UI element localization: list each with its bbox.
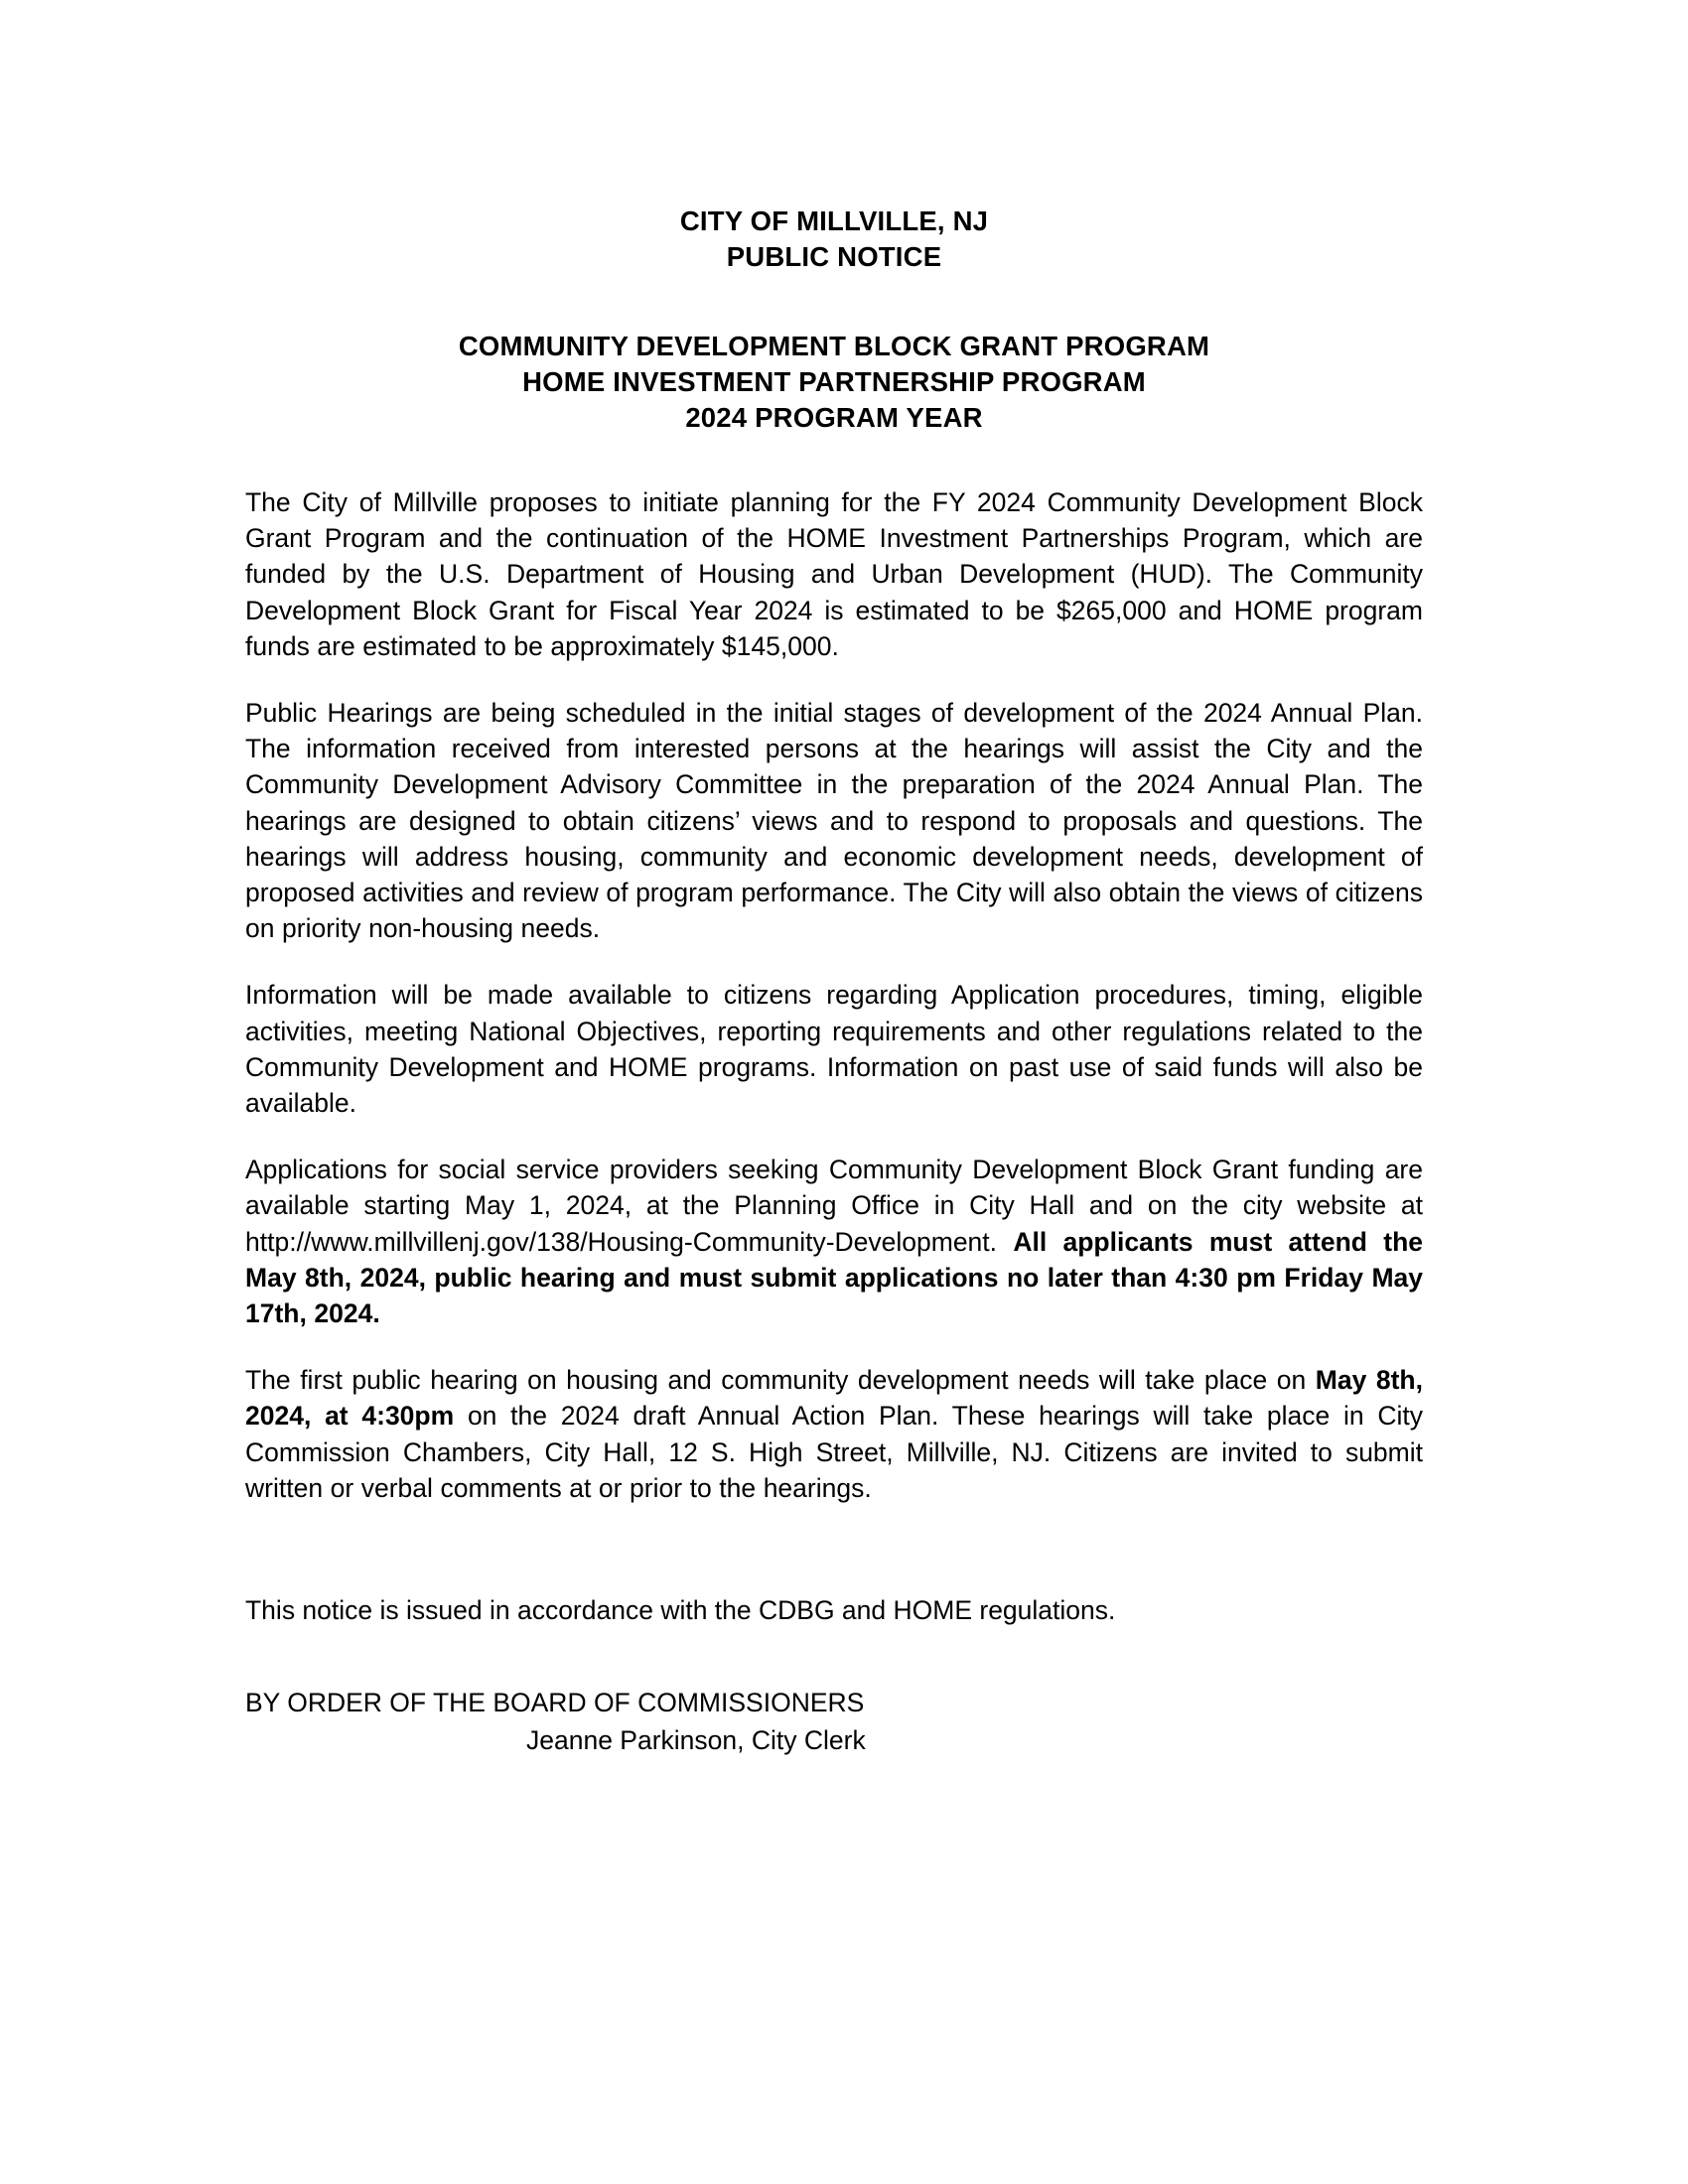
subtitle-line-program-year: 2024 PROGRAM YEAR [685, 402, 983, 433]
document-title-block [245, 204, 1423, 275]
paragraph-funding-overview: The City of Millville proposes to initiate planning for the FY 2024 Community Development Block Grant Program and the continuation of the HOME Investment Partnerships Program, which are funded by the U.S. Department of Housing and Urban Development (HUD). The Community Development Block Grant for Fiscal Year 2024 is estimated to be $265,000 and HOME program funds are estimated to be approximately $145,000. [245, 487, 1423, 661]
first-hearing-text-before: The first public hearing on housing and community development needs will take place on [245, 1365, 1316, 1396]
applications-bold-requirement: All applicants must attend the May 8th, 2024, public hearing and must submit applications no later than 4:30 pm Friday May 17th, 2024. [245, 1226, 1423, 1329]
program-subtitle-block [245, 329, 1423, 436]
paragraph-regulations-notice: This notice is issued in accordance with the CDBG and HOME regulations. [245, 1595, 1116, 1626]
paragraph-information-availability: Information will be made available to citizens regarding Application procedures, timing, eligible activities, meeting National Objectives, reporting requirements and other regulations related to the Community Development and HOME programs. Information on past use of said funds will also be available. [245, 980, 1423, 1119]
paragraph-first-hearing [245, 1362, 1423, 1506]
subtitle-line-home: HOME INVESTMENT PARTNERSHIP PROGRAM [522, 366, 1146, 397]
document-content [245, 204, 1423, 1759]
document-body [245, 484, 1423, 1759]
spacer-before-signature [245, 1628, 1423, 1684]
signature-clerk-line: Jeanne Parkinson, City Clerk [526, 1725, 866, 1756]
signature-block [245, 1684, 1423, 1759]
subtitle-line-cdbg: COMMUNITY DEVELOPMENT BLOCK GRANT PROGRAM [458, 331, 1210, 361]
spacer-before-closing [245, 1537, 1423, 1592]
first-hearing-datetime: May 8th, 2024, at 4:30pm [245, 1365, 1423, 1432]
first-hearing-text-after: on the 2024 draft Annual Action Plan. These hearings will take place in City Commission Chambers, City Hall, 12 S. High Street, Millville, NJ. Citizens are invited to submit written or verbal comments at or prior to the hearings. [245, 1401, 1424, 1503]
applications-normal-text: Applications for social service providers seeking Community Development Block Grant funding are available starting May 1, 2024, at the Planning Office in City Hall and on the city website at http://www.millvillenj.gov/138/Housing-Community-Development. [245, 1155, 1423, 1257]
paragraph-public-hearings: Public Hearings are being scheduled in the initial stages of development of the 2024 Annual Plan. The information received from interested persons at the hearings will assist the City and the Community Development Advisory Committee in the preparation of the 2024 Annual Plan. The hearings are designed to obtain citizens’ views and to respond to proposals and questions. The hearings will address housing, community and economic development needs, development of proposed activities and review of program performance. The City will also obtain the views of citizens on priority non-housing needs. [245, 698, 1423, 944]
signature-order-line: BY ORDER OF THE BOARD OF COMMISSIONERS [245, 1688, 865, 1718]
title-line-city: CITY OF MILLVILLE, NJ [679, 205, 989, 236]
paragraph-applications [245, 1152, 1423, 1331]
title-line-public-notice: PUBLIC NOTICE [726, 241, 942, 272]
